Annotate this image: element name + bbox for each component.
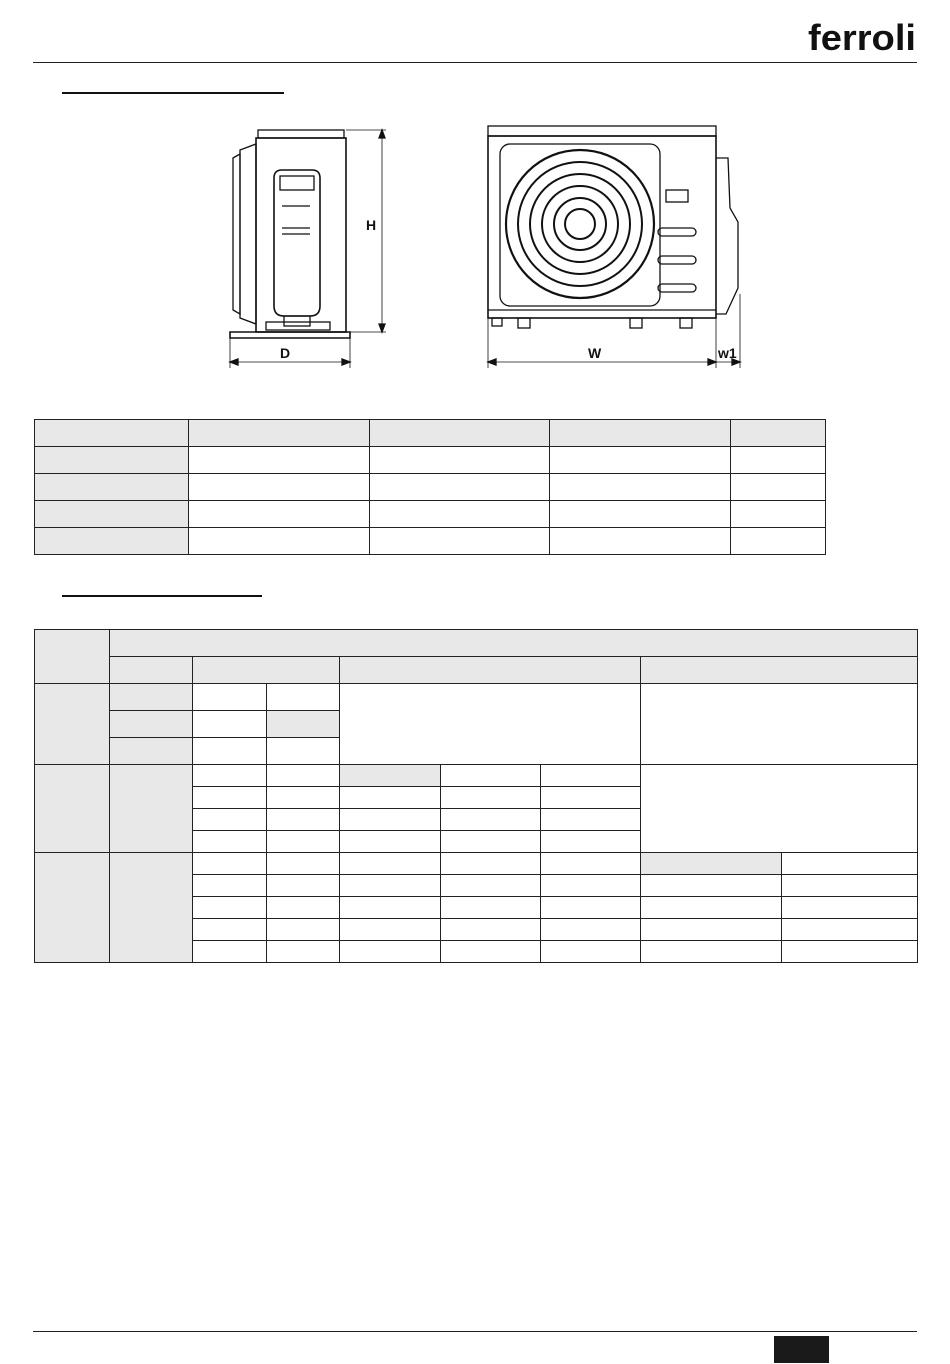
table-row	[35, 765, 918, 787]
dimensions-table	[34, 419, 826, 555]
table-row	[35, 474, 826, 501]
outdoor-unit-dimension-drawing	[200, 118, 760, 380]
depth-label: D	[280, 345, 291, 361]
table-row	[35, 684, 918, 711]
section-heading-dimensions	[62, 92, 284, 94]
table-row	[35, 630, 918, 657]
table-row	[35, 528, 826, 555]
width-offset-label: w1	[718, 345, 737, 361]
table-row	[35, 853, 918, 875]
ferroli-logo	[806, 12, 918, 62]
width-dimension	[488, 294, 740, 368]
page-number-box	[774, 1336, 829, 1363]
table-row	[35, 420, 826, 447]
section-heading-combinations	[62, 595, 262, 597]
table-row	[35, 447, 826, 474]
logo-wordmark: ferroli	[808, 17, 916, 58]
footer-divider	[33, 1331, 917, 1332]
depth-dimension	[230, 338, 350, 368]
table-row	[35, 501, 826, 528]
front-view-unit	[488, 126, 738, 328]
height-dimension	[346, 130, 386, 332]
height-label: H	[366, 217, 377, 233]
table-row	[35, 657, 918, 684]
side-view-unit	[230, 130, 350, 338]
combination-table	[34, 629, 918, 963]
header-divider	[33, 62, 917, 63]
width-label: W	[588, 345, 602, 361]
